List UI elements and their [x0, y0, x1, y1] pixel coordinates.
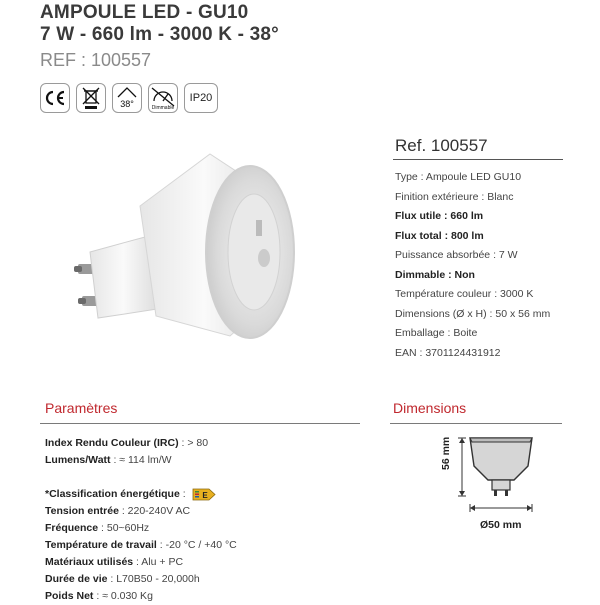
- dimensions-title: Dimensions: [393, 400, 467, 416]
- dimmable-text: Dimmable: [151, 105, 175, 111]
- spec-dimensions: Dimensions (Ø x H) : 50 x 56 mm: [395, 307, 551, 320]
- param-value: : > 80: [178, 437, 209, 449]
- spec-dimmable: Dimmable : Non: [395, 268, 475, 281]
- energy-label-icon: [192, 488, 216, 501]
- param-value: : L70B50 - 20,000h: [107, 573, 200, 585]
- param-key: Lumens/Watt: [45, 454, 111, 466]
- parametres-title: Paramètres: [45, 400, 118, 416]
- param-key: Tension entrée: [45, 505, 119, 517]
- product-title-line1: AMPOULE LED - GU10: [40, 2, 249, 23]
- param-value: : ≈ 0.030 Kg: [93, 590, 153, 602]
- spec-divider: [393, 159, 563, 160]
- spec-finish: Finition extérieure : Blanc: [395, 190, 514, 203]
- param-key: *Classification énergétique: [45, 488, 180, 500]
- certification-badges: [40, 83, 218, 113]
- param-materials: [45, 554, 305, 571]
- parametres-divider: [40, 423, 360, 424]
- param-net-weight: [45, 588, 305, 605]
- param-key: Fréquence: [45, 522, 99, 534]
- spec-packaging: Emballage : Boite: [395, 327, 478, 339]
- product-image: [60, 140, 320, 340]
- param-value: :: [179, 488, 189, 500]
- spec-total-flux: Flux total : 800 lm: [395, 229, 484, 242]
- spec-color-temp: Température couleur : 3000 K: [395, 288, 534, 300]
- param-working-temp: [45, 537, 305, 554]
- spec-useful-flux: Flux utile : 660 lm: [395, 210, 484, 222]
- spec-reference: Ref. 100557: [395, 136, 488, 155]
- spec-power: Puissance absorbée : 7 W: [395, 249, 518, 261]
- product-reference: REF : 100557: [40, 50, 152, 70]
- spec-ean: EAN : 3701124431912: [395, 346, 501, 359]
- param-value: : Alu + PC: [133, 556, 184, 568]
- parametres-list: [45, 435, 305, 605]
- param-key: Matériaux utilisés: [45, 556, 134, 568]
- beam-angle-icon: [112, 83, 142, 113]
- param-key: Poids Net: [45, 590, 94, 602]
- dimmable-icon: [148, 83, 178, 113]
- dimension-width-label: Ø50 mm: [480, 519, 522, 531]
- param-irc: [45, 435, 305, 452]
- product-title-line2: 7 W - 660 lm - 3000 K - 38°: [40, 24, 279, 45]
- param-value: : 50~60Hz: [98, 522, 150, 534]
- param-value: : -20 °C / +40 °C: [156, 539, 237, 551]
- param-value: : 220-240V AC: [118, 505, 191, 517]
- dimension-height-label: 56 mm: [440, 436, 452, 470]
- ce-mark-icon: [40, 83, 70, 113]
- param-key: Température de travail: [45, 539, 157, 551]
- param-energy-class: [45, 486, 305, 503]
- param-lifetime: [45, 571, 305, 588]
- spec-list: [395, 168, 595, 363]
- param-frequency: [45, 520, 305, 537]
- energy-label-text: E: [201, 490, 208, 500]
- beam-angle-text: 38°: [120, 99, 134, 109]
- dimensions-divider: [390, 423, 562, 424]
- param-value: : ≈ 114 lm/W: [110, 454, 172, 466]
- param-lumens-watt: [45, 452, 305, 469]
- ip-rating-icon: [184, 83, 218, 113]
- spec-type: Type : Ampoule LED GU10: [395, 171, 522, 183]
- ip-rating-text: IP20: [189, 92, 213, 104]
- param-key: Durée de vie: [45, 573, 108, 585]
- param-key: Index Rendu Couleur (IRC): [45, 437, 179, 449]
- weee-bin-icon: [76, 83, 106, 113]
- param-voltage: [45, 503, 305, 520]
